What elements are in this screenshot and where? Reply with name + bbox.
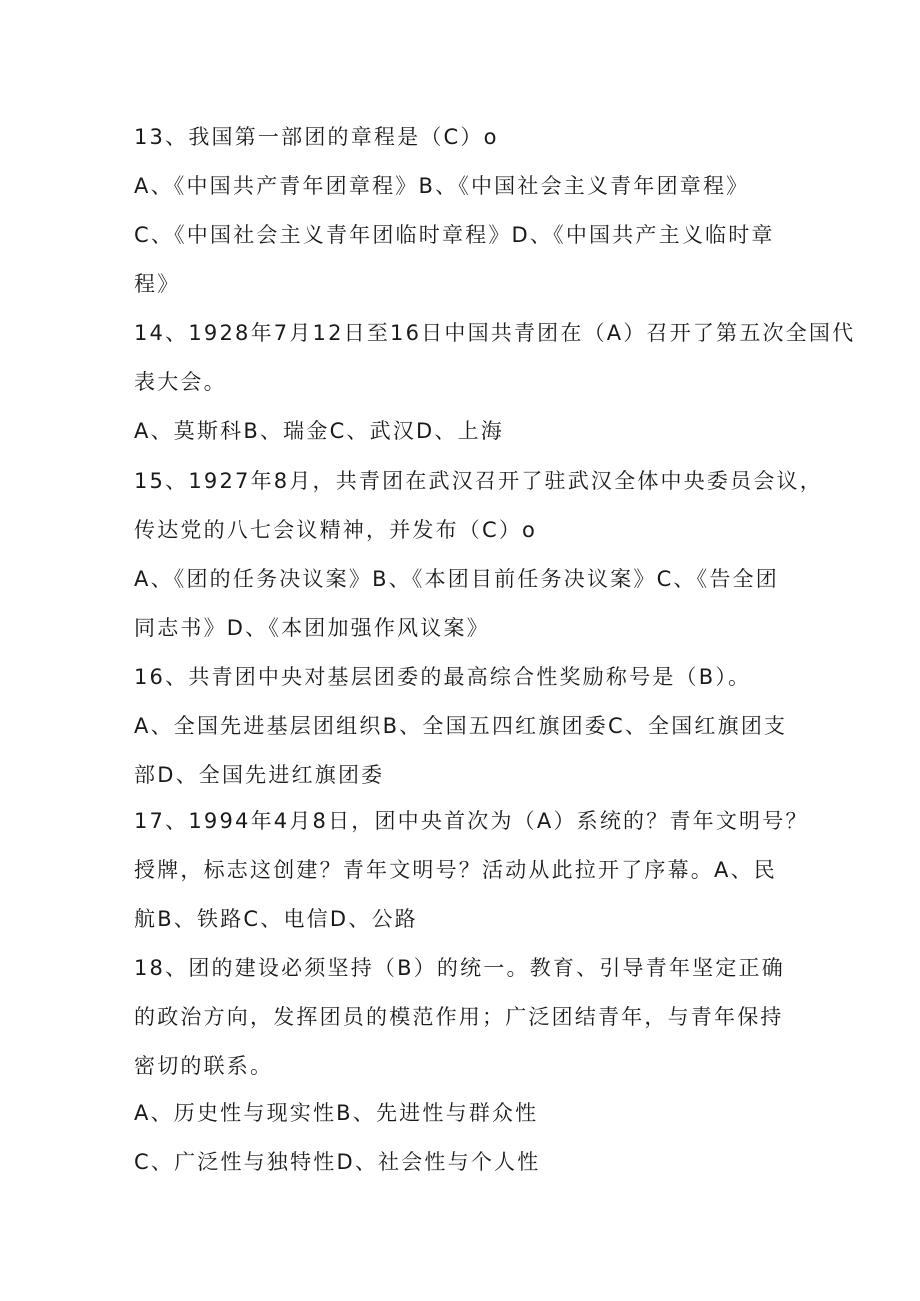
- q14-options: A、莫斯科B、瑞金C、武汉D、上海: [134, 419, 505, 443]
- q13-options-cd-cont: 程》: [134, 272, 181, 296]
- q18-options-ab: A、历史性与现实性B、先进性与群众性: [134, 1101, 539, 1125]
- q15-options: A、《团的任务决议案》B、《本团目前任务决议案》C、《告全团: [134, 567, 779, 591]
- q17-stem-cont: 授牌，标志这创建？青年文明号？活动从此拉开了序幕。A、民: [134, 858, 777, 882]
- q17-stem: 17、1994年4月8日，团中央首次为（A）系统的？青年文明号？: [134, 809, 809, 833]
- q13-stem: 13、我国第一部团的章程是（C）o: [134, 125, 499, 149]
- q16-options: A、全国先进基层团组织B、全国五四红旗团委C、全国红旗团支: [134, 714, 788, 738]
- q14-stem-cont: 表大会。: [134, 370, 227, 394]
- q18-stem-end: 密切的联系。: [134, 1054, 274, 1078]
- q18-stem-cont: 的政治方向，发挥团员的模范作用；广泛团结青年，与青年保持: [134, 1005, 784, 1029]
- q15-options-cont: 同志书》D、《本团加强作风议案》: [134, 616, 490, 640]
- q13-options-ab: A、《中国共产青年团章程》B、《中国社会主义青年团章程》: [134, 174, 750, 198]
- q15-stem-cont: 传达党的八七会议精神，并发布（C）o: [134, 518, 538, 542]
- q18-stem: 18、团的建设必须坚持（B）的统一。教育、引导青年坚定正确: [134, 956, 785, 980]
- q16-stem: 16、共青团中央对基层团委的最高综合性奖励称号是（B）。: [134, 665, 752, 689]
- q17-options: 航B、铁路C、电信D、公路: [134, 907, 418, 931]
- q14-stem: 14、1928年7月12日至16日中国共青团在（A）召开了第五次全国代: [134, 321, 856, 345]
- q18-options-cd: C、广泛性与独特性D、社会性与个人性: [134, 1150, 541, 1174]
- q15-stem: 15、1927年8月，共青团在武汉召开了驻武汉全体中央委员会议，: [134, 469, 823, 493]
- q16-options-cont: 部D、全国先进红旗团委: [134, 763, 385, 787]
- q13-options-cd: C、《中国社会主义青年团临时章程》D、《中国共产主义临时章: [134, 223, 775, 247]
